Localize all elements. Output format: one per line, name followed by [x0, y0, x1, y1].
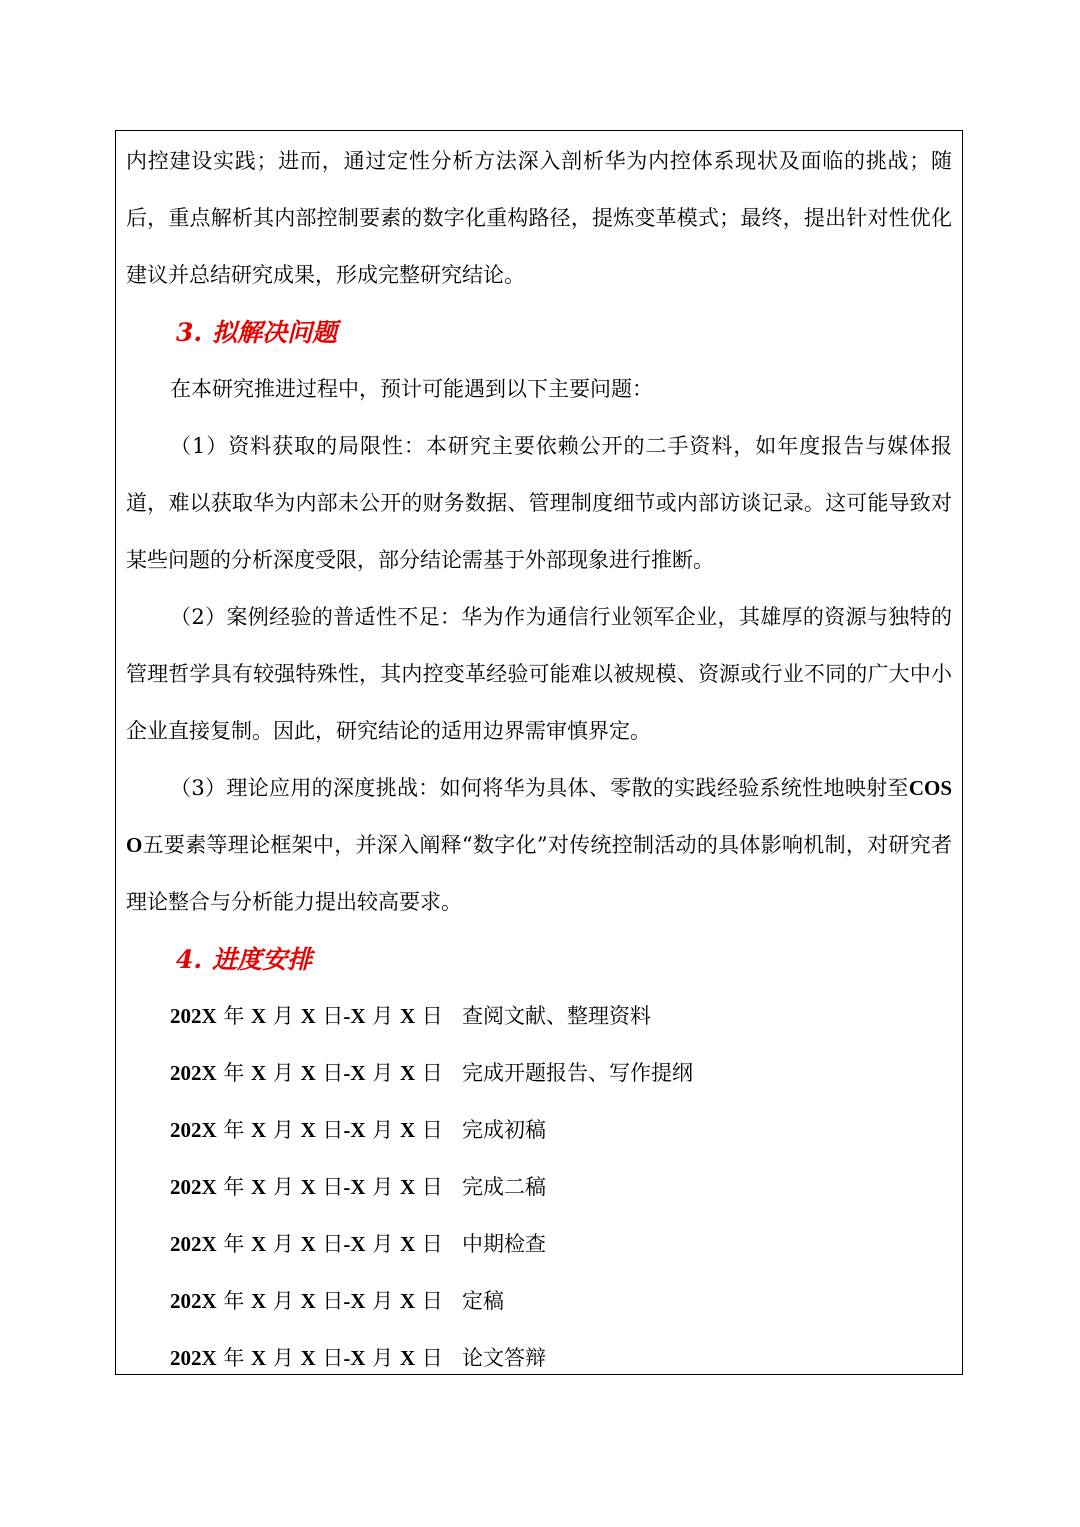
schedule-row [126, 1102, 952, 1159]
schedule-date: 202X 年 X 月 X 日-X 月 X 日 [170, 1232, 443, 1256]
schedule-task: 完成二稿 [462, 1175, 546, 1199]
problem-item-3-lead: （3）理论应用的深度挑战：如何将华为具体、零散的实践经验系统性地映射至 [170, 776, 909, 800]
schedule-row [126, 1045, 952, 1102]
problem-item-3-rest: 五要素等理论框架中，并深入阐释“数字化”对传统控制活动的具体影响机制，对研究者理论整合与分析能力提出较高要求。 [126, 833, 952, 914]
section-3-intro: 在本研究推进过程中，预计可能遇到以下主要问题： [170, 377, 653, 401]
section-4-number: 4. [176, 945, 203, 974]
problem-item-3-term: COSO [126, 776, 952, 857]
schedule-task: 完成初稿 [462, 1118, 546, 1142]
schedule-row [126, 1330, 952, 1387]
schedule-row [126, 1159, 952, 1216]
section-3-heading [126, 304, 952, 361]
schedule-row [126, 1273, 952, 1330]
schedule-date: 202X 年 X 月 X 日-X 月 X 日 [170, 1175, 443, 1199]
schedule-task: 中期检查 [462, 1232, 546, 1256]
content-box [115, 130, 963, 1375]
schedule-date: 202X 年 X 月 X 日-X 月 X 日 [170, 1118, 443, 1142]
section-3-title: 拟解决问题 [212, 318, 338, 347]
section-4-title: 进度安排 [212, 945, 313, 974]
schedule-task: 定稿 [462, 1289, 504, 1313]
document-body [126, 131, 952, 1387]
schedule-task: 论文答辩 [462, 1346, 546, 1370]
schedule-task: 查阅文献、整理资料 [462, 1004, 651, 1028]
schedule-date: 202X 年 X 月 X 日-X 月 X 日 [170, 1004, 443, 1028]
schedule-row [126, 1216, 952, 1273]
continued-paragraph: 内控建设实践；进而，通过定性分析方法深入剖析华为内控体系现状及面临的挑战；随后，重点解析其内部控制要素的数字化重构路径，提炼变革模式；最终，提出针对性优化建议并总结研究成果，形成完整研究结论。 [126, 149, 952, 287]
section-4-heading [126, 931, 952, 988]
schedule-date: 202X 年 X 月 X 日-X 月 X 日 [170, 1289, 443, 1313]
schedule-task: 完成开题报告、写作提纲 [462, 1061, 693, 1085]
problem-item-2: （2）案例经验的普适性不足：华为作为通信行业领军企业，其雄厚的资源与独特的管理哲学具有较强特殊性，其内控变革经验可能难以被规模、资源或行业不同的广大中小企业直接复制。因此，研究结论的适用边界需审慎界定。 [126, 605, 952, 743]
schedule-list [126, 988, 952, 1387]
section-3-number: 3. [176, 318, 203, 347]
problem-item-1: （1）资料获取的局限性：本研究主要依赖公开的二手资料，如年度报告与媒体报道，难以获取华为内部未公开的财务数据、管理制度细节或内部访谈记录。这可能导致对某些问题的分析深度受限，部分结论需基于外部现象进行推断。 [126, 434, 952, 572]
schedule-date: 202X 年 X 月 X 日-X 月 X 日 [170, 1346, 443, 1370]
schedule-row [126, 988, 952, 1045]
problem-item-3 [126, 760, 952, 931]
schedule-date: 202X 年 X 月 X 日-X 月 X 日 [170, 1061, 443, 1085]
